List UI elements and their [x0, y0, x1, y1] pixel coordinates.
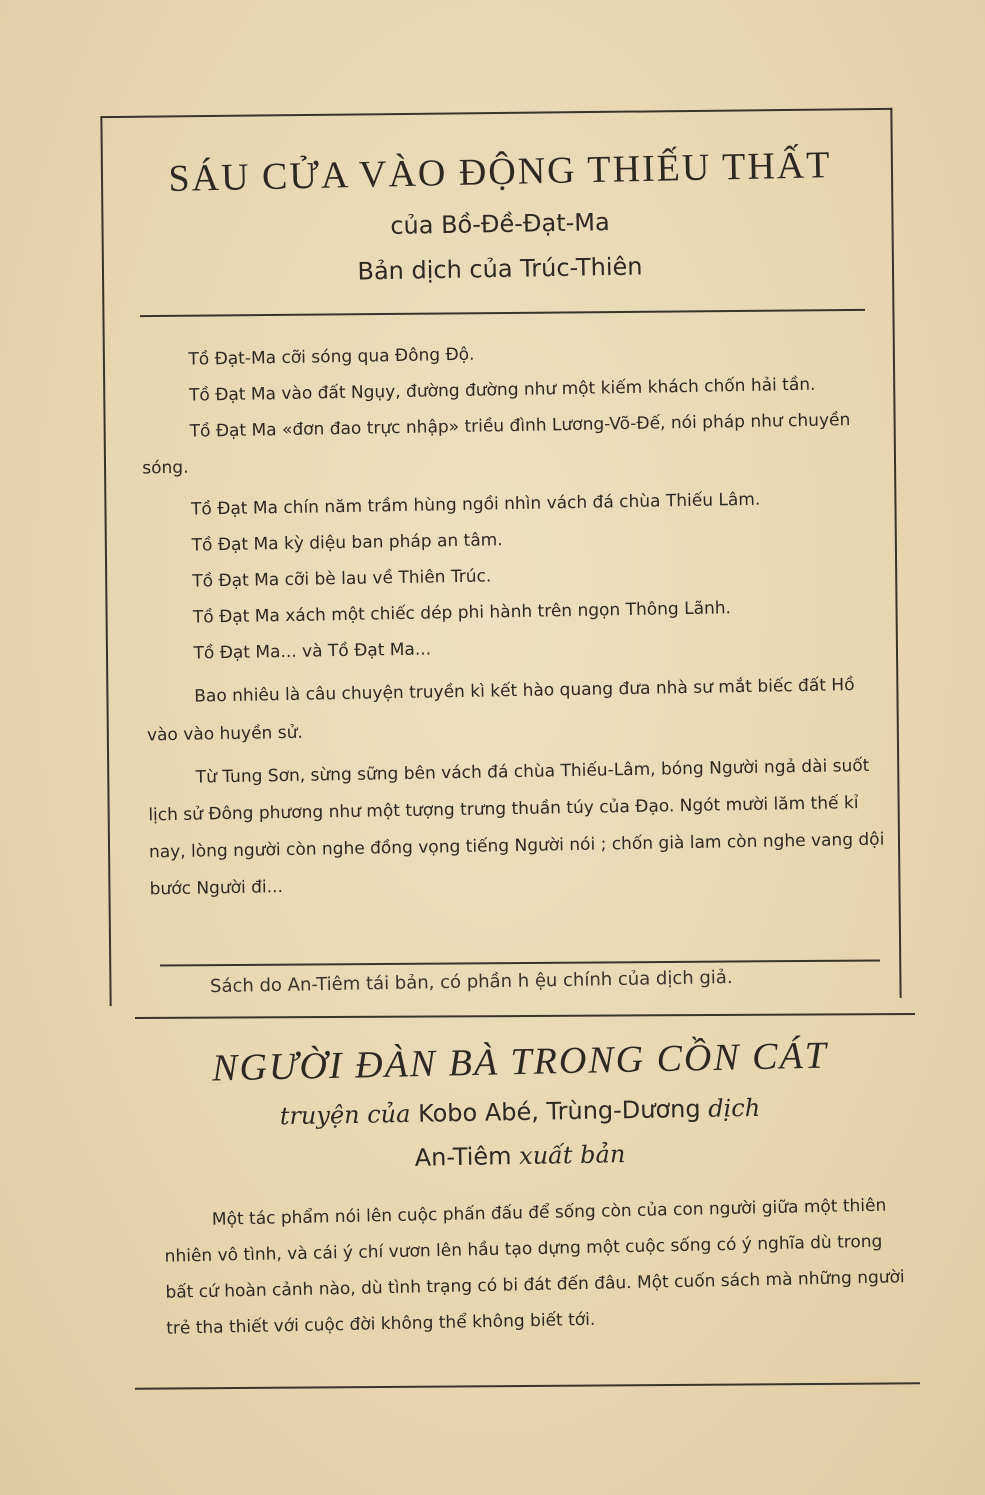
- text-line: Tồ Đạt Ma cỡi bè lau về Thiên Trúc.: [192, 566, 492, 592]
- author-names: Kobo Abé, Trùng-Dương: [417, 1094, 701, 1128]
- publisher-line: [140, 1135, 900, 1176]
- text-line: Tồ Đạt Ma chín năm trầm hùng ngồi nhìn vách đá chùa Thiếu Lâm.: [190, 489, 761, 520]
- edition-note: Sách do An-Tiêm tái bản, có phần h ệu chính của dịch giả.: [209, 966, 733, 998]
- label-prefix: truyện của: [279, 1099, 411, 1131]
- text-line: Tồ Đạt Ma «đơn đao trực nhập» triều đình Lương-Võ-Đế, nói pháp như chuyền sóng.: [142, 410, 851, 479]
- text-line: Tồ Đạt Ma kỳ diệu ban pháp an tâm.: [191, 530, 503, 556]
- text-line: Tồ Đạt-Ma cỡi sóng qua Đông Độ.: [188, 344, 475, 370]
- author-line: [140, 1091, 900, 1132]
- divider: [135, 1013, 915, 1019]
- label-suffix: xuất bản: [518, 1140, 626, 1171]
- translator-line: Bản dịch của Trúc-Thiên: [357, 252, 643, 286]
- text-line: Bao nhiêu là câu chuyện truyền kì kết hào quang đưa nhà sư mắt biếc đất Hồ vào vào huyền sử.: [146, 675, 855, 746]
- text-line: Tồ Đạt Ma xách một chiếc dép phi hành trên ngọn Thông Lãnh.: [192, 598, 732, 628]
- text-line: Tồ Đạt Ma... và Tồ Đạt Ma...: [193, 639, 432, 664]
- book-description: [164, 1187, 907, 1346]
- text-line: Từ Tung Sơn, sừng sững bên vách đá chùa Thiếu-Lâm, bóng Người ngả dài suốt lịch sử Đông phương như một tượng trưng thuần túy của Đạo. Ngót mười lăm thế kỉ nay, lòng người còn nghe đồng vọng tiếng Người nói ; chốn già lam còn nghe vang dội bước Người đi...: [148, 755, 885, 900]
- text-line: Tồ Đạt Ma vào đất Ngụy, đường đường như một kiếm khách chốn hải tần.: [188, 374, 816, 406]
- publisher-name: An-Tiêm: [414, 1142, 512, 1172]
- author-line: của Bồ-Đề-Đạt-Ma: [390, 208, 610, 240]
- book-description: [140, 330, 890, 909]
- description-text: Một tác phẩm nói lên cuộc phấn đấu để sống còn của con người giữa một thiên nhiên vô tình, và cái ý chí vươn lên hầu tạo dựng một cuộc sống có ý nghĩa dù trong bất cứ hoàn cảnh nào, dù tình trạng có bi đát đến đâu. Một cuốn sách mà những người trẻ tha thiết với cuộc đời không thể không biết tới.: [164, 1195, 905, 1339]
- book-title: SÁU CỬA VÀO ĐỘNG THIẾU THẤT: [168, 144, 832, 200]
- divider: [135, 1382, 920, 1389]
- label-suffix: dịch: [708, 1093, 761, 1123]
- book-title: NGƯỜI ĐÀN BÀ TRONG CỒN CÁT: [211, 1034, 829, 1090]
